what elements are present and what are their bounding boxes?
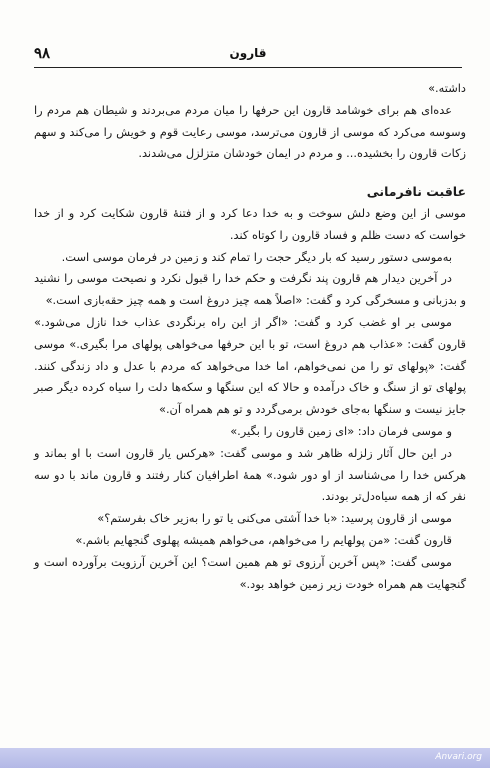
body-text	[34, 78, 466, 595]
paragraph: موسی از قارون پرسید: «با خدا آشتی می‌کنی یا تو را به‌زیر خاک بفرستم؟»	[97, 511, 452, 526]
paragraph: عده‌ای هم برای خوشامد قارون این حرفها را میان مردم می‌بردند و شیطان هم مردم را وسوسه می‌کرد که موسی از قارون می‌ترسد، موسی رعایت قوم و خویش را می‌کند و سهم زکات قارون را بخشیده... و مردم در ایمان خودشان متزلزل می‌شدند.	[34, 102, 466, 161]
paragraph: قارون گفت: «من پولهایم را می‌خواهم، می‌خواهم همیشه پهلوی گنجهایم باشم.»	[75, 532, 452, 547]
paragraph: و موسی فرمان داد: «ای زمین قارون را بگیر.»	[230, 423, 452, 438]
paragraph: به‌موسی دستور رسید که بار دیگر حجت را تمام کند و زمین در فرمان موسی است.	[61, 249, 452, 264]
page-header	[34, 44, 462, 68]
paragraph: موسی گفت: «پس آخرین آرزوی تو هم همین است؟ این آخرین آرزویت برآورده است و گنجهایت هم همراه خودت زیر زمین خواهد بود.»	[34, 554, 466, 591]
paragraph: در آخرین دیدار هم قارون پند نگرفت و حکم خدا را قبول نکرد و نصیحت موسی را نشنید و بدزبانی و مسخرگی کرد و گفت: «اصلاً همه چیز دروغ است و همه چیز حقه‌بازی است.»	[34, 271, 466, 308]
paragraph: موسی از این وضع دلش سوخت و به خدا دعا کرد و از فتنهٔ قارون شکایت کرد و از خدا خواست که دست ظلم و فساد قارون را کوتاه کند.	[34, 205, 466, 242]
header-rule	[34, 67, 462, 68]
watermark: Anvari.org	[435, 752, 482, 762]
paragraph: موسی بر او غضب کرد و گفت: «اگر از این راه برنگردی عذاب خدا نازل می‌شود.» قارون گفت: «عذاب هم دروغ است، تو با این حرفها می‌خواهی پولهای مرا بگیری.» موسی گفت: «پولهای تو را من نمی‌خواهم، اما خدا می‌خواهد که مردم با عدل و داد زندگی کنند. پولهای تو از سنگ و خاک درآمده و حالا که این سنگها و سکه‌ها دلت را سیاه کرده دیگر صبر جایز نیست و سنگها به‌جای خودش برمی‌گردد و تو هم همراه آن.»	[34, 314, 466, 417]
page-number: ۹۸	[34, 44, 51, 62]
paragraph: داشته.»	[428, 81, 466, 95]
running-title: قارون	[229, 46, 267, 60]
section-heading: عاقبت نافرمانی	[366, 184, 466, 200]
paragraph: در این حال آثار زلزله ظاهر شد و موسی گفت: «هرکس یار قارون است با او بماند و هرکس خدا را می‌شناسد از او دور شود.» همهٔ اطرافیان کنار رفتند و قارون ماند با دو سه نفر که از همه سیاه‌دل‌تر بودند.	[34, 445, 466, 504]
footer-bar	[0, 748, 490, 768]
